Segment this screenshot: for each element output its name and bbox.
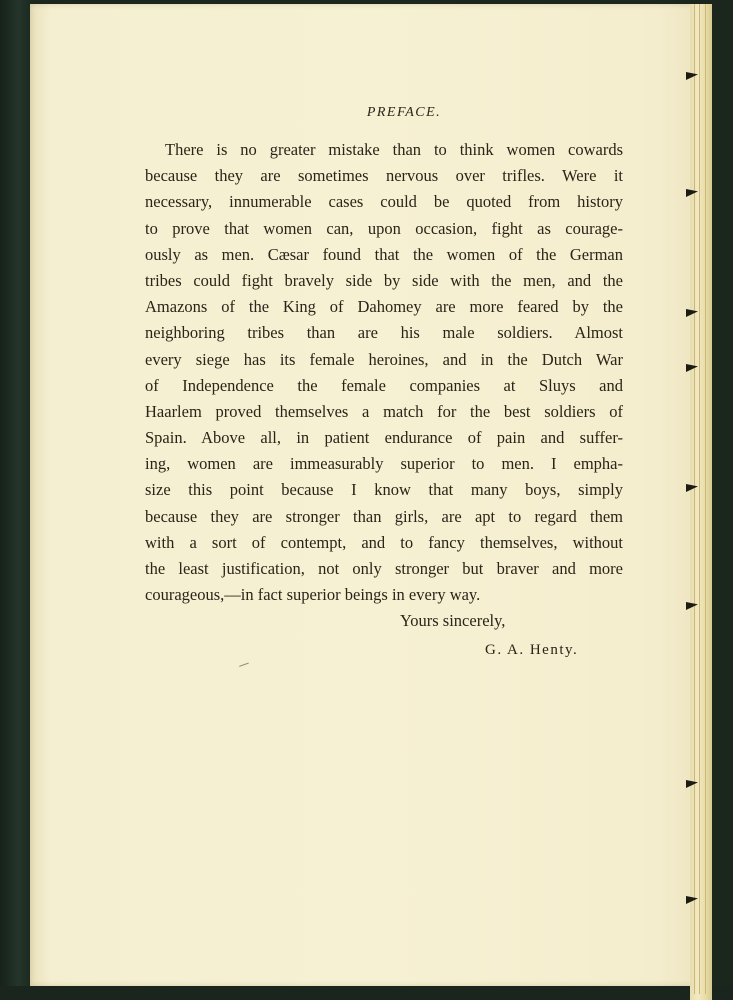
book-cover-edge bbox=[0, 0, 30, 1000]
text-line: Haarlem proved themselves a match for the best soldiers of bbox=[145, 401, 623, 421]
text-line: courageous,—in fact superior beings in every way. bbox=[145, 585, 481, 605]
text-line: of Independence the female companies at Sluys and bbox=[145, 375, 623, 395]
text-line: to prove that women can, upon occasion, fight as courage- bbox=[145, 218, 623, 238]
preface-text bbox=[145, 105, 623, 665]
text-line: with a sort of contempt, and to fancy themselves, without bbox=[145, 532, 623, 552]
page-edge-line bbox=[705, 4, 706, 994]
text-line: ing, women are immeasurably superior to men. I empha- bbox=[145, 454, 623, 474]
text-line: necessary, innumerable cases could be quoted from history bbox=[145, 192, 623, 212]
text-line: the least justification, not only stronger but braver and more bbox=[145, 559, 623, 578]
text-line: tribes could fight bravely side by side with the men, and the bbox=[145, 270, 623, 290]
closing-line: Yours sincerely, bbox=[400, 611, 506, 631]
page-heading: PREFACE. bbox=[366, 105, 442, 120]
page-edge-line bbox=[694, 4, 695, 994]
text-line: every siege has its female heroines, and in the Dutch War bbox=[145, 349, 623, 369]
text-line: ously as men. Cæsar found that the women of the German bbox=[145, 244, 623, 264]
book-cover-bottom bbox=[0, 986, 733, 1000]
page-edges bbox=[690, 4, 712, 1000]
page-edge-line bbox=[699, 4, 700, 994]
text-line: There is no greater mistake than to think women cowards bbox=[165, 140, 623, 159]
text-line: size this point because I know that many boys, simply bbox=[145, 480, 623, 500]
text-line: neighboring tribes than are his male soldiers. Almost bbox=[145, 323, 623, 343]
signature: G. A. Henty. bbox=[485, 641, 579, 658]
text-line: because they are sometimes nervous over trifles. Were it bbox=[145, 166, 623, 186]
text-line: Spain. Above all, in patient endurance of pain and suffer- bbox=[145, 428, 623, 448]
text-line: Amazons of the King of Dahomey are more feared by the bbox=[145, 297, 623, 317]
text-line: because they are stronger than girls, are apt to regard them bbox=[145, 506, 623, 526]
